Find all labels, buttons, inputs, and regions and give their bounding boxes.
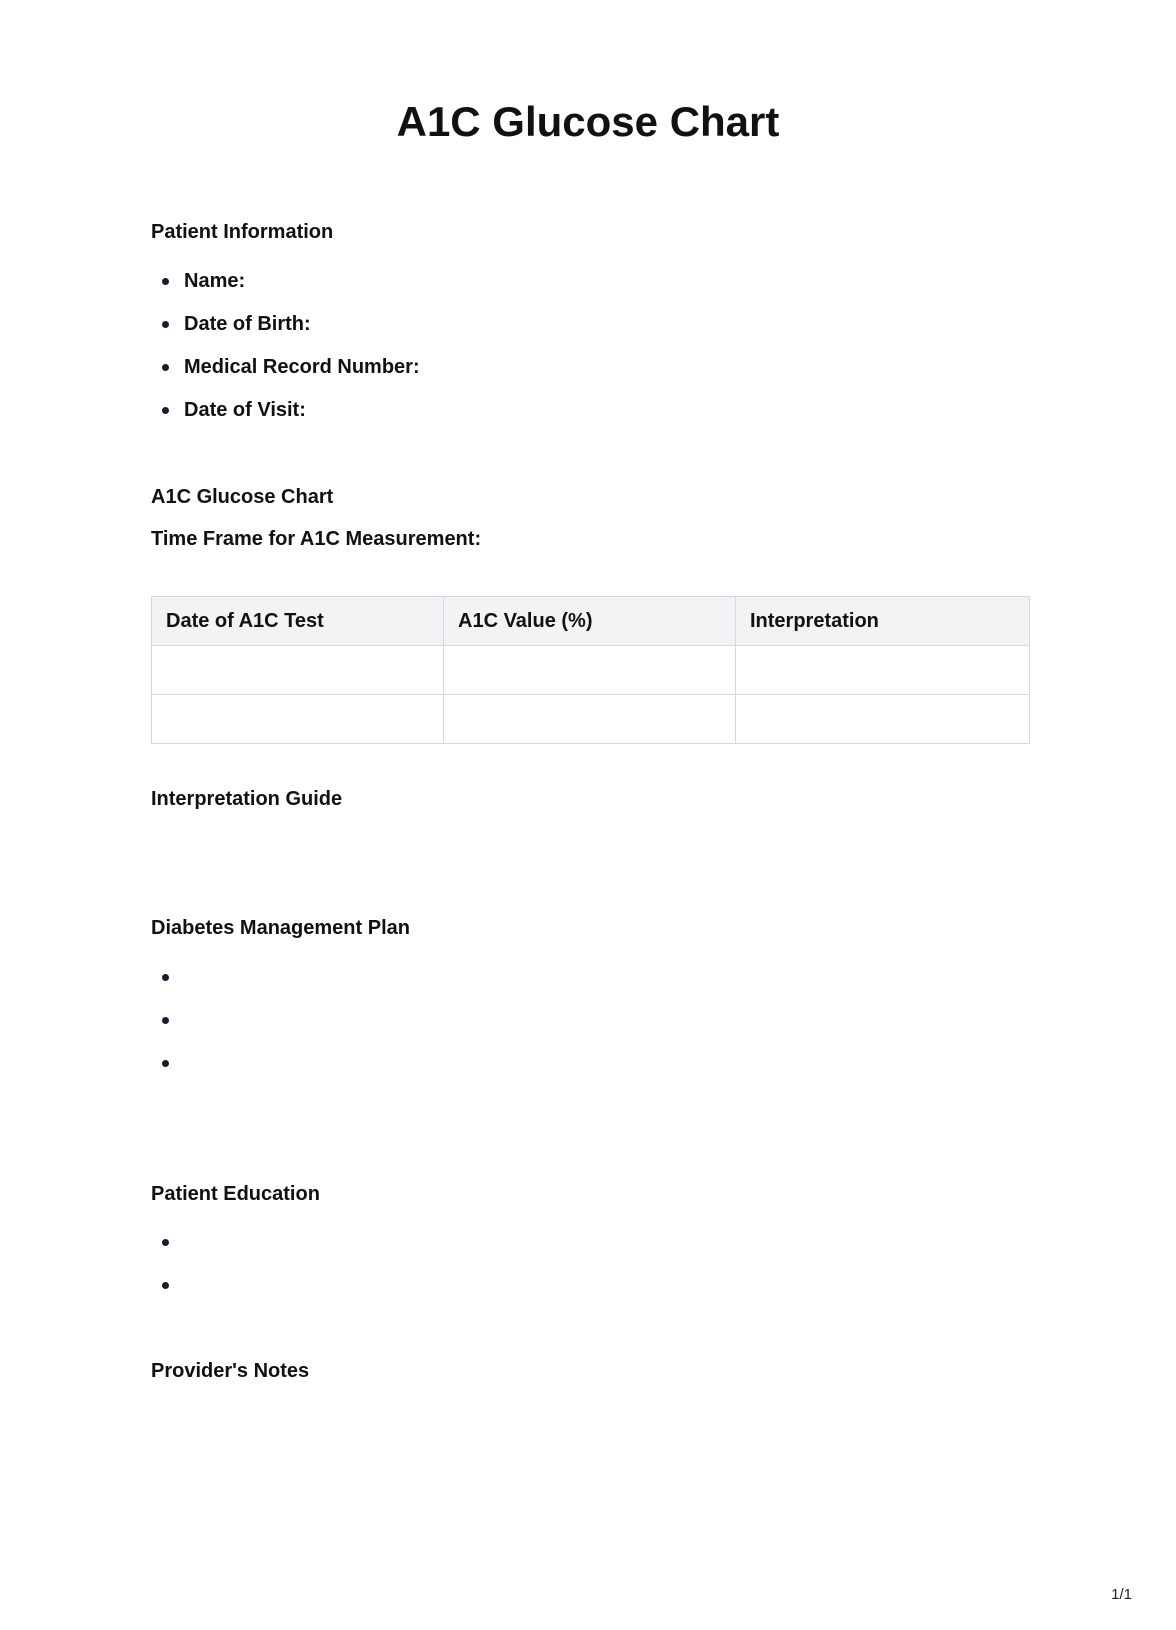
name-label: Name: [184,270,246,292]
patient-education-list [151,1229,184,1315]
table-cell[interactable] [152,646,444,695]
list-item [151,311,420,354]
bullet-icon [162,321,169,328]
bullet-icon [162,1060,169,1067]
table-row [152,646,1030,695]
management-plan-heading: Diabetes Management Plan [151,917,410,939]
table-cell[interactable] [736,695,1030,744]
provider-notes-heading: Provider's Notes [151,1360,310,1382]
date-of-birth-label: Date of Birth: [184,313,311,335]
list-item [151,964,184,1007]
chart-section-heading: A1C Glucose Chart [151,486,334,508]
interpretation-guide-heading: Interpretation Guide [151,788,343,810]
page-number: 1/1 [1111,1586,1132,1603]
column-header-a1c-value: A1C Value (%) [444,597,736,646]
a1c-results-table [151,596,1030,744]
bullet-icon [162,974,169,981]
date-of-visit-label: Date of Visit: [184,399,306,421]
bullet-icon [162,1017,169,1024]
column-header-interpretation: Interpretation [736,597,1030,646]
bullet-icon [162,1282,169,1289]
list-item [151,1229,184,1272]
bullet-icon [162,278,169,285]
list-item [151,1050,184,1093]
table-cell[interactable] [736,646,1030,695]
list-item [151,354,420,397]
table-cell[interactable] [444,646,736,695]
list-item [151,1272,184,1315]
column-header-date: Date of A1C Test [152,597,444,646]
table-cell[interactable] [444,695,736,744]
medical-record-number-label: Medical Record Number: [184,356,420,378]
time-frame-label: Time Frame for A1C Measurement: [151,528,482,550]
list-item [151,1007,184,1050]
table-row [152,695,1030,744]
list-item [151,268,420,311]
bullet-icon [162,1239,169,1246]
bullet-icon [162,407,169,414]
management-plan-list [151,964,184,1093]
table-header-row [152,597,1030,646]
patient-education-heading: Patient Education [151,1183,320,1205]
bullet-icon [162,364,169,371]
list-item [151,397,420,440]
patient-information-heading: Patient Information [151,221,334,243]
table-cell[interactable] [152,695,444,744]
page-title: A1C Glucose Chart [396,98,780,145]
patient-information-list [151,268,420,440]
